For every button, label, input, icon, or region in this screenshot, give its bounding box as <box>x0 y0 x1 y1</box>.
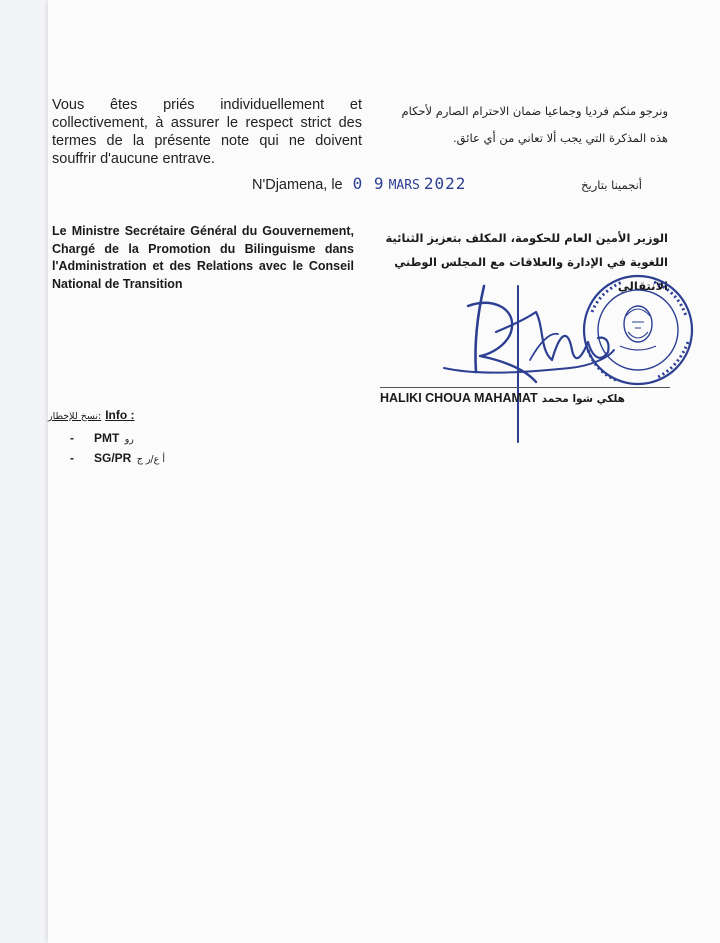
signatory-title-arabic-line-1: الوزير الأمين العام للحكومة، المكلف بتعزيز الثنائية <box>385 231 668 245</box>
date-day: 0 9 <box>352 174 385 193</box>
signatory-name-latin: HALIKI CHOUA MAHAMAT <box>380 391 538 405</box>
signatory-title-french: Le Ministre Secrétaire Général du Gouvernement, Chargé de la Promotion du Bilinguisme dans l'Administration et des Relations avec le Conseil National de Transition <box>52 224 354 291</box>
list-item <box>48 428 165 448</box>
body-text-arabic-line-2: هذه المذكرة التي يجب ألا تعاني من أي عائق. <box>453 131 668 145</box>
date-stamp <box>353 174 467 193</box>
signatory-name-arabic: هلكي شوا محمد <box>541 393 625 405</box>
date-prefix: N'Djamena, le <box>252 177 343 193</box>
info-distribution <box>48 408 165 468</box>
body-text-arabic <box>378 98 668 152</box>
info-list <box>48 428 165 468</box>
info-item-code: SG/PR <box>94 451 132 465</box>
info-label-arabic: نسخ للإخطار: <box>48 411 102 422</box>
list-item <box>48 448 165 468</box>
info-item-arabic: رو <box>124 434 134 445</box>
list-bullet: - <box>70 451 74 465</box>
info-item-arabic: أ ع/ر ج <box>136 454 165 465</box>
body-text-french: Vous êtes priés individuellement et collectivement, à assurer le respect strict des termes de la présente note qui ne doivent souffrir d'aucune entrave. <box>52 97 362 167</box>
signature-and-stamp <box>440 272 700 447</box>
date-line-french <box>252 174 466 193</box>
date-label-arabic: أنجمينا بتاريخ <box>581 178 642 192</box>
date-year: 2022 <box>423 174 467 193</box>
body-text-arabic-line-1: ونرجو منكم فرديا وجماعيا ضمان الاحترام الصارم لأحكام <box>401 104 668 118</box>
signatory-title-arabic-line-2: اللغوية في الإدارة والعلاقات مع المجلس الوطني الانتقالي <box>394 255 668 293</box>
signatory-name <box>380 387 670 405</box>
info-item-code: PMT <box>94 431 120 445</box>
date-month: MARS <box>388 178 420 193</box>
info-label <box>48 408 165 422</box>
list-bullet: - <box>70 431 74 445</box>
official-stamp <box>584 276 692 384</box>
info-label-french: Info : <box>105 408 135 422</box>
